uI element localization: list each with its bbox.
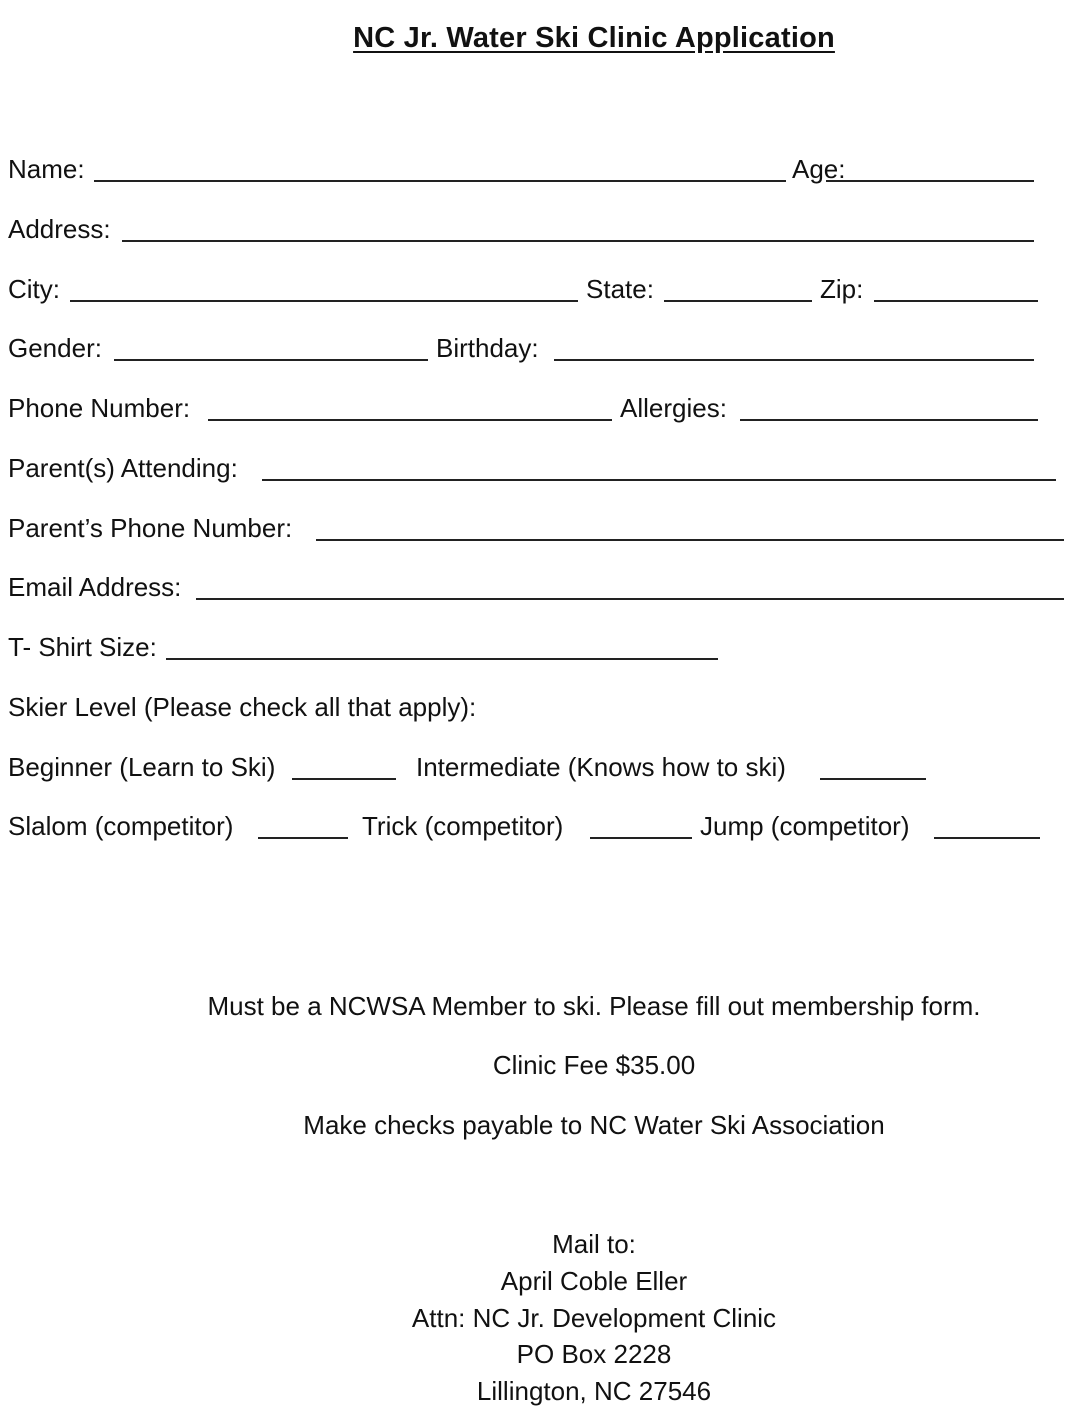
email-field[interactable] [196,598,1064,600]
age-field[interactable] [826,180,1034,182]
skier-level-row-1 [8,750,1068,784]
parents-attending-label: Parent(s) Attending: [8,453,238,483]
skier-level-row-2 [8,809,1068,843]
zip-field[interactable] [874,300,1038,302]
name-field[interactable] [94,180,786,182]
email-row [8,570,1072,604]
city-field[interactable] [70,300,578,302]
address-field[interactable] [122,240,1034,242]
jump-check-field[interactable] [934,837,1040,839]
tshirt-row [8,630,1068,664]
beginner-label: Beginner (Learn to Ski) [8,752,276,782]
clinic-fee: Clinic Fee $35.00 [492,1050,696,1080]
gender-field[interactable] [114,359,428,361]
mail-city-line: Lillington, NC 27546 [476,1376,712,1406]
address-label: Address: [8,214,111,244]
mail-recipient-name: April Coble Eller [500,1266,688,1296]
mail-to-heading: Mail to: [552,1229,636,1259]
skier-level-heading: Skier Level (Please check all that apply): [8,692,477,722]
city-label: City: [8,274,60,304]
jump-label: Jump (competitor) [700,811,910,841]
address-row [8,212,1068,246]
mail-attention-line: Attn: NC Jr. Development Clinic [411,1303,777,1333]
phone-field[interactable] [208,419,612,421]
slalom-check-field[interactable] [258,837,348,839]
parents-attending-row [8,451,1068,485]
tshirt-field[interactable] [166,658,718,660]
slalom-label: Slalom (competitor) [8,811,234,841]
allergies-label: Allergies: [620,393,727,423]
parent-phone-field[interactable] [316,539,1064,541]
parent-phone-row [8,511,1072,545]
intermediate-label: Intermediate (Knows how to ski) [416,752,786,782]
city-state-zip-row [8,272,1068,306]
skier-level-heading-row [8,690,1068,724]
gender-label: Gender: [8,333,102,363]
phone-label: Phone Number: [8,393,191,423]
parent-phone-label: Parent’s Phone Number: [8,513,293,543]
mail-po-box: PO Box 2228 [516,1339,672,1369]
intermediate-check-field[interactable] [820,778,926,780]
checks-payable-note: Make checks payable to NC Water Ski Association [303,1110,885,1140]
email-label: Email Address: [8,572,182,602]
trick-label: Trick (competitor) [362,811,564,841]
allergies-field[interactable] [740,419,1038,421]
birthday-field[interactable] [554,359,1034,361]
form-title: NC Jr. Water Ski Clinic Application [353,22,835,54]
state-field[interactable] [664,300,812,302]
trick-check-field[interactable] [590,837,692,839]
membership-note: Must be a NCWSA Member to ski. Please fill out membership form. [207,991,981,1021]
birthday-label: Birthday: [436,333,539,363]
parents-attending-field[interactable] [262,479,1056,481]
state-label: State: [586,274,654,304]
gender-birthday-row [8,331,1068,365]
beginner-check-field[interactable] [292,778,396,780]
name-age-row [8,152,1068,186]
name-label: Name: [8,154,85,184]
age-label: Age: [792,154,846,184]
tshirt-label: T- Shirt Size: [8,632,157,662]
phone-allergies-row [8,391,1068,425]
zip-label: Zip: [820,274,864,304]
